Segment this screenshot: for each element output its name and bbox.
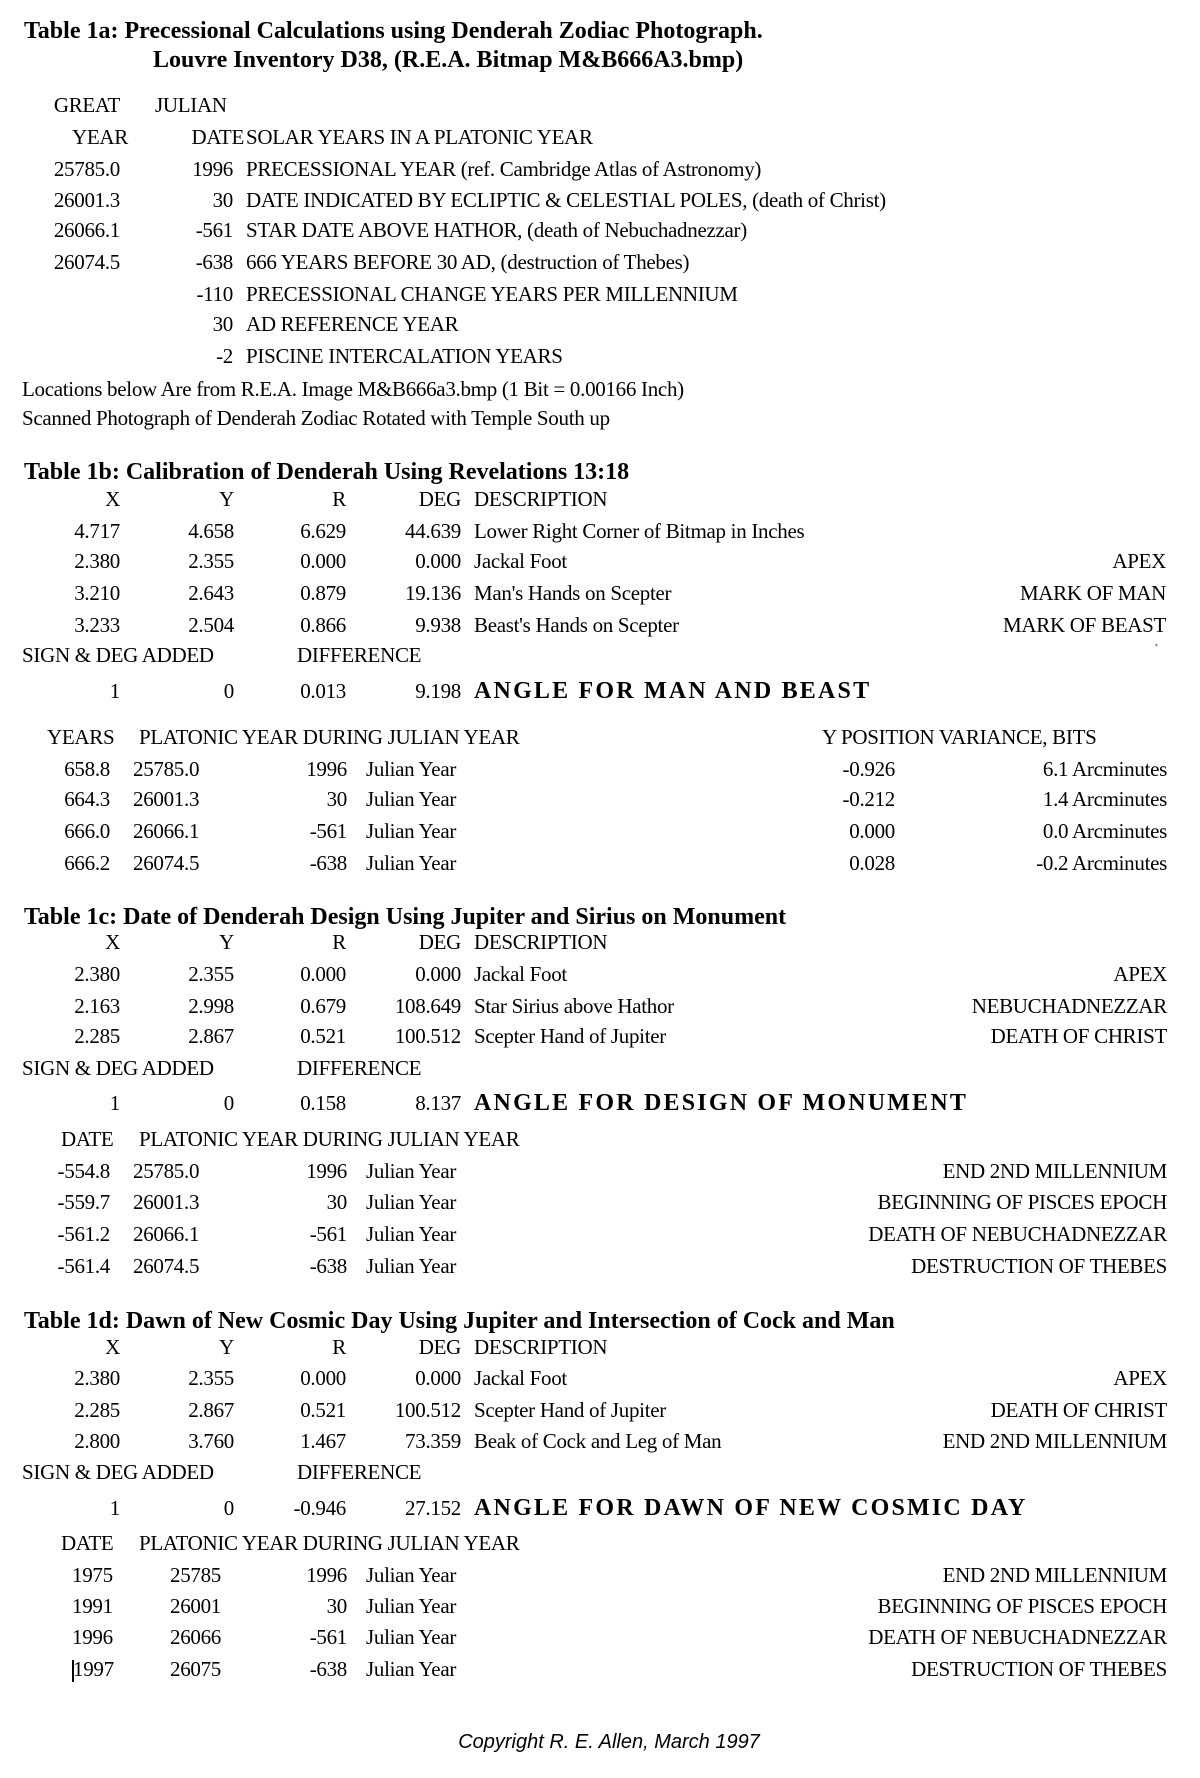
platonic-cell: 26001 — [170, 1594, 222, 1618]
description-cell: Jackal Foot — [474, 549, 567, 573]
x-cell: 2.163 — [74, 994, 120, 1018]
label-cell: DEATH OF CHRIST — [990, 1398, 1167, 1422]
x-cell: 2.800 — [74, 1429, 120, 1453]
table-1c-header — [0, 927, 1200, 957]
julian-cell: 30 — [326, 787, 347, 811]
great-year-cell: 26074.5 — [53, 250, 120, 274]
table-row — [0, 341, 1200, 371]
scanned-photo-note: Scanned Photograph of Denderah Zodiac Rotated with Temple South up — [22, 406, 610, 430]
table-1d-sign-row — [0, 1457, 1200, 1487]
years-cell: 666.2 — [64, 851, 110, 875]
unit-cell: Julian Year — [366, 1625, 457, 1649]
header-x: X — [105, 930, 120, 954]
description-cell: Jackal Foot — [474, 1366, 567, 1390]
table-1c-result-row — [0, 1088, 1200, 1118]
table-1a-title-line2: Louvre Inventory D38, (R.E.A. Bitmap M&B666A3.bmp) — [153, 47, 744, 73]
platonic-cell: 26001.3 — [133, 1190, 200, 1214]
table-row — [0, 1219, 1200, 1249]
r-cell: 0.866 — [300, 613, 346, 637]
deg-added-cell: 0 — [223, 1496, 234, 1520]
table-row — [0, 816, 1200, 846]
label-cell: END 2ND MILLENNIUM — [942, 1429, 1167, 1453]
header-y: Y — [219, 930, 234, 954]
variance-cell: 0.028 — [849, 851, 895, 875]
header-y: Y — [219, 487, 234, 511]
platonic-cell: 26001.3 — [133, 787, 200, 811]
deg-cell: 0.000 — [415, 1366, 461, 1390]
table-row — [0, 247, 1200, 277]
deg-cell: 19.136 — [405, 581, 461, 605]
sign-deg-added-label: SIGN & DEG ADDED — [22, 643, 214, 667]
platonic-cell: 25785.0 — [133, 757, 200, 781]
deg-cell: 44.639 — [405, 519, 461, 543]
table-1d-result-row — [0, 1493, 1200, 1523]
r-cell: 0.000 — [300, 962, 346, 986]
r-cell: 0.879 — [300, 581, 346, 605]
table-1c-title: Table 1c: Date of Denderah Design Using Jupiter and Sirius on Monument — [24, 904, 787, 930]
event-cell: END 2ND MILLENNIUM — [942, 1563, 1167, 1587]
y-cell: 3.760 — [188, 1429, 234, 1453]
description-cell: Man's Hands on Scepter — [474, 581, 672, 605]
r-cell: 6.629 — [300, 519, 346, 543]
copyright-footer: Copyright R. E. Allen, March 1997 — [458, 1731, 760, 1753]
table-row — [0, 610, 1200, 640]
table-row — [0, 185, 1200, 215]
date-cell: -561.2 — [57, 1222, 110, 1246]
angle-cell: 27.152 — [405, 1496, 461, 1520]
table-1d-header — [0, 1332, 1200, 1362]
deg-cell: 0.000 — [415, 962, 461, 986]
table-row — [0, 959, 1200, 989]
table-row — [0, 754, 1200, 784]
date-cell: 1975 — [72, 1563, 113, 1587]
header-platonic: PLATONIC YEAR DURING JULIAN YEAR — [139, 725, 520, 749]
table-row — [0, 1363, 1200, 1393]
table-row — [0, 848, 1200, 878]
unit-cell: Julian Year — [366, 757, 457, 781]
deg-added-cell: 0 — [223, 1091, 234, 1115]
description-cell: Jackal Foot — [474, 962, 567, 986]
platonic-cell: 25785 — [170, 1563, 222, 1587]
julian-cell: -638 — [309, 851, 347, 875]
deg-added-cell: 0 — [223, 679, 234, 703]
unit-cell: Julian Year — [366, 819, 457, 843]
header-great: GREAT — [53, 93, 120, 117]
event-cell: DESTRUCTION OF THEBES — [911, 1254, 1167, 1278]
great-year-cell: 25785.0 — [53, 157, 120, 181]
table-row — [0, 546, 1200, 576]
table-row — [0, 279, 1200, 309]
table-1a-header-row1 — [0, 90, 1200, 120]
sign-cell: 1 — [109, 679, 120, 703]
header-date: DATE — [61, 1127, 114, 1151]
platonic-cell: 25785.0 — [133, 1159, 200, 1183]
sign-cell: 1 — [109, 1091, 120, 1115]
header-platonic: PLATONIC YEAR DURING JULIAN YEAR — [139, 1127, 520, 1151]
julian-date-cell: -110 — [196, 282, 233, 306]
table-row — [0, 991, 1200, 1021]
event-cell: END 2ND MILLENNIUM — [942, 1159, 1167, 1183]
description-cell: PRECESSIONAL YEAR (ref. Cambridge Atlas of Astronomy) — [246, 157, 762, 181]
date-cell: -554.8 — [57, 1159, 110, 1183]
unit-cell: Julian Year — [366, 1254, 457, 1278]
angle-label: ANGLE FOR DAWN OF NEW COSMIC DAY — [474, 1495, 1028, 1521]
header-deg: DEG — [418, 487, 461, 511]
julian-cell: -561 — [309, 819, 347, 843]
header-years: YEARS — [47, 725, 115, 749]
platonic-cell: 26066 — [170, 1625, 222, 1649]
arcmin-cell: -0.2 Arcminutes — [1036, 851, 1167, 875]
header-y: Y — [219, 1335, 234, 1359]
y-cell: 4.658 — [188, 519, 234, 543]
label-cell: DEATH OF CHRIST — [990, 1024, 1167, 1048]
years-cell: 666.0 — [64, 819, 110, 843]
sign-deg-added-label: SIGN & DEG ADDED — [22, 1056, 214, 1080]
difference-label: DIFFERENCE — [297, 643, 422, 667]
angle-label: ANGLE FOR DESIGN OF MONUMENT — [474, 1090, 969, 1116]
event-cell: BEGINNING OF PISCES EPOCH — [877, 1190, 1167, 1214]
description-cell: STAR DATE ABOVE HATHOR, (death of Nebuchadnezzar) — [246, 218, 747, 242]
description-cell: 666 YEARS BEFORE 30 AD, (destruction of Thebes) — [246, 250, 690, 274]
table-1a-header-row2 — [0, 122, 1200, 152]
julian-cell: 30 — [326, 1594, 347, 1618]
header-deg: DEG — [418, 1335, 461, 1359]
difference-label: DIFFERENCE — [297, 1056, 422, 1080]
header-solar-years: SOLAR YEARS IN A PLATONIC YEAR — [246, 125, 593, 149]
great-year-cell: 26066.1 — [53, 218, 120, 242]
platonic-cell: 26074.5 — [133, 1254, 200, 1278]
header-variance: Y POSITION VARIANCE, BITS — [822, 725, 1097, 749]
julian-date-cell: 30 — [212, 312, 233, 336]
y-cell: 2.355 — [188, 1366, 234, 1390]
difference-cell: 0.158 — [300, 1091, 346, 1115]
unit-cell: Julian Year — [366, 1563, 457, 1587]
unit-cell: Julian Year — [366, 1222, 457, 1246]
header-description: DESCRIPTION — [474, 930, 608, 954]
angle-label: ANGLE FOR MAN AND BEAST — [474, 678, 872, 704]
locations-note: Locations below Are from R.E.A. Image M&B666a3.bmp (1 Bit = 0.00166 Inch) — [22, 377, 684, 401]
years-cell: 664.3 — [64, 787, 110, 811]
arcmin-cell: 6.1 Arcminutes — [1042, 757, 1167, 781]
table-row — [0, 309, 1200, 339]
y-cell: 2.998 — [188, 994, 234, 1018]
label-cell: MARK OF MAN — [1019, 581, 1166, 605]
difference-label: DIFFERENCE — [297, 1460, 422, 1484]
header-x: X — [105, 487, 120, 511]
header-r: R — [332, 930, 346, 954]
y-cell: 2.355 — [188, 962, 234, 986]
sign-cell: 1 — [109, 1496, 120, 1520]
date-cell — [72, 1654, 114, 1684]
arcmin-cell: 0.0 Arcminutes — [1042, 819, 1167, 843]
table-1b-title: Table 1b: Calibration of Denderah Using Revelations 13:18 — [24, 459, 630, 485]
angle-cell: 8.137 — [415, 1091, 461, 1115]
table-row — [0, 516, 1200, 546]
description-cell: AD REFERENCE YEAR — [246, 312, 459, 336]
x-cell: 2.285 — [74, 1024, 120, 1048]
header-description: DESCRIPTION — [474, 1335, 608, 1359]
julian-cell: -638 — [309, 1657, 347, 1681]
label-cell: MARK OF BEAST — [1003, 613, 1166, 637]
great-year-cell: 26001.3 — [53, 188, 120, 212]
julian-cell: -561 — [309, 1222, 347, 1246]
difference-cell: -0.946 — [293, 1496, 346, 1520]
header-description: DESCRIPTION — [474, 487, 608, 511]
julian-cell: -561 — [309, 1625, 347, 1649]
unit-cell: Julian Year — [366, 851, 457, 875]
table-1c-sign-row — [0, 1053, 1200, 1083]
table-1b-sign-row — [0, 640, 1200, 670]
unit-cell: Julian Year — [366, 1594, 457, 1618]
platonic-cell: 26066.1 — [133, 819, 200, 843]
x-cell: 4.717 — [74, 519, 120, 543]
julian-date-cell: 1996 — [192, 157, 233, 181]
difference-cell: 0.013 — [300, 679, 346, 703]
x-cell: 3.233 — [74, 613, 120, 637]
angle-cell: 9.198 — [415, 679, 461, 703]
table-row — [0, 1654, 1200, 1684]
label-cell: APEX — [1113, 1366, 1167, 1390]
table-row — [0, 154, 1200, 184]
header-x: X — [105, 1335, 120, 1359]
table-row — [0, 1156, 1200, 1186]
description-cell: Beast's Hands on Scepter — [474, 613, 679, 637]
table-1a-title-label — [24, 16, 763, 46]
x-cell: 2.380 — [74, 549, 120, 573]
table-1d-title: Table 1d: Dawn of New Cosmic Day Using Jupiter and Intersection of Cock and Man — [24, 1308, 895, 1334]
table-row — [0, 1187, 1200, 1217]
unit-cell: Julian Year — [366, 1159, 457, 1183]
description-cell: PRECESSIONAL CHANGE YEARS PER MILLENNIUM — [246, 282, 738, 306]
header-date: DATE — [191, 125, 244, 149]
description-cell: Scepter Hand of Jupiter — [474, 1024, 666, 1048]
julian-cell: 30 — [326, 1190, 347, 1214]
description-cell: PISCINE INTERCALATION YEARS — [246, 344, 563, 368]
event-cell: DEATH OF NEBUCHADNEZZAR — [868, 1625, 1167, 1649]
y-cell: 2.643 — [188, 581, 234, 605]
table-row — [0, 1591, 1200, 1621]
table-row — [0, 578, 1200, 608]
table-1b-result-row — [0, 676, 1200, 706]
date-cell: -561.4 — [57, 1254, 110, 1278]
julian-date-cell: -638 — [195, 250, 233, 274]
variance-cell: 0.000 — [849, 819, 895, 843]
x-cell: 3.210 — [74, 581, 120, 605]
julian-cell: 1996 — [306, 1563, 347, 1587]
r-cell: 0.521 — [300, 1024, 346, 1048]
event-cell: BEGINNING OF PISCES EPOCH — [877, 1594, 1167, 1618]
julian-cell: -638 — [309, 1254, 347, 1278]
julian-date-cell: -2 — [216, 344, 233, 368]
header-julian: JULIAN — [155, 93, 227, 117]
unit-cell: Julian Year — [366, 1657, 457, 1681]
deg-cell: 0.000 — [415, 549, 461, 573]
platonic-cell: 26075 — [170, 1657, 222, 1681]
x-cell: 2.285 — [74, 1398, 120, 1422]
header-r: R — [332, 487, 346, 511]
description-cell: Star Sirius above Hathor — [474, 994, 674, 1018]
description-cell: Beak of Cock and Leg of Man — [474, 1429, 722, 1453]
platonic-cell: 26066.1 — [133, 1222, 200, 1246]
header-year: YEAR — [72, 125, 128, 149]
header-date: DATE — [61, 1531, 114, 1555]
y-cell: 2.867 — [188, 1398, 234, 1422]
julian-date-cell: 30 — [212, 188, 233, 212]
deg-cell: 9.938 — [415, 613, 461, 637]
description-cell: Lower Right Corner of Bitmap in Inches — [474, 519, 805, 543]
table-row — [0, 215, 1200, 245]
date-value: 1997 — [73, 1657, 114, 1681]
platonic-cell: 26074.5 — [133, 851, 200, 875]
table-row — [0, 1426, 1200, 1456]
table-row — [0, 784, 1200, 814]
table-row — [0, 1395, 1200, 1425]
variance-cell: -0.212 — [842, 787, 895, 811]
date-cell: -559.7 — [57, 1190, 110, 1214]
table-row — [0, 1622, 1200, 1652]
deg-cell: 108.649 — [394, 994, 461, 1018]
table-1d-sub-header — [0, 1528, 1200, 1558]
x-cell: 2.380 — [74, 962, 120, 986]
julian-cell: 1996 — [306, 1159, 347, 1183]
deg-cell: 73.359 — [405, 1429, 461, 1453]
julian-date-cell: -561 — [195, 218, 233, 242]
r-cell: 1.467 — [300, 1429, 346, 1453]
y-cell: 2.355 — [188, 549, 234, 573]
description-cell: Scepter Hand of Jupiter — [474, 1398, 666, 1422]
label-cell: APEX — [1113, 962, 1167, 986]
date-cell: 1991 — [72, 1594, 113, 1618]
table-1c-sub-header — [0, 1124, 1200, 1154]
deg-cell: 100.512 — [394, 1024, 461, 1048]
arcmin-cell: 1.4 Arcminutes — [1042, 787, 1167, 811]
r-cell: 0.000 — [300, 1366, 346, 1390]
header-platonic: PLATONIC YEAR DURING JULIAN YEAR — [139, 1531, 520, 1555]
stray-mark: ˺ — [1154, 641, 1159, 656]
x-cell: 2.380 — [74, 1366, 120, 1390]
event-cell: DEATH OF NEBUCHADNEZZAR — [868, 1222, 1167, 1246]
unit-cell: Julian Year — [366, 787, 457, 811]
r-cell: 0.000 — [300, 549, 346, 573]
y-cell: 2.504 — [188, 613, 234, 637]
r-cell: 0.521 — [300, 1398, 346, 1422]
table-1a-title-line1: Table 1a: Precessional Calculations using Denderah Zodiac Photograph. — [24, 18, 763, 44]
years-cell: 658.8 — [64, 757, 110, 781]
r-cell: 0.679 — [300, 994, 346, 1018]
variance-cell: -0.926 — [842, 757, 895, 781]
description-cell: DATE INDICATED BY ECLIPTIC & CELESTIAL POLES, (death of Christ) — [246, 188, 886, 212]
table-row — [0, 1251, 1200, 1281]
label-cell: NEBUCHADNEZZAR — [971, 994, 1167, 1018]
table-row — [0, 1560, 1200, 1590]
julian-cell: 1996 — [306, 757, 347, 781]
sign-deg-added-label: SIGN & DEG ADDED — [22, 1460, 214, 1484]
event-cell: DESTRUCTION OF THEBES — [911, 1657, 1167, 1681]
date-cell: 1996 — [72, 1625, 113, 1649]
table-row — [0, 1021, 1200, 1051]
label-cell: APEX — [1112, 549, 1166, 573]
y-cell: 2.867 — [188, 1024, 234, 1048]
deg-cell: 100.512 — [394, 1398, 461, 1422]
table-1b-sub-header — [0, 722, 1200, 752]
table-1b-header — [0, 484, 1200, 514]
header-deg: DEG — [418, 930, 461, 954]
header-r: R — [332, 1335, 346, 1359]
unit-cell: Julian Year — [366, 1190, 457, 1214]
